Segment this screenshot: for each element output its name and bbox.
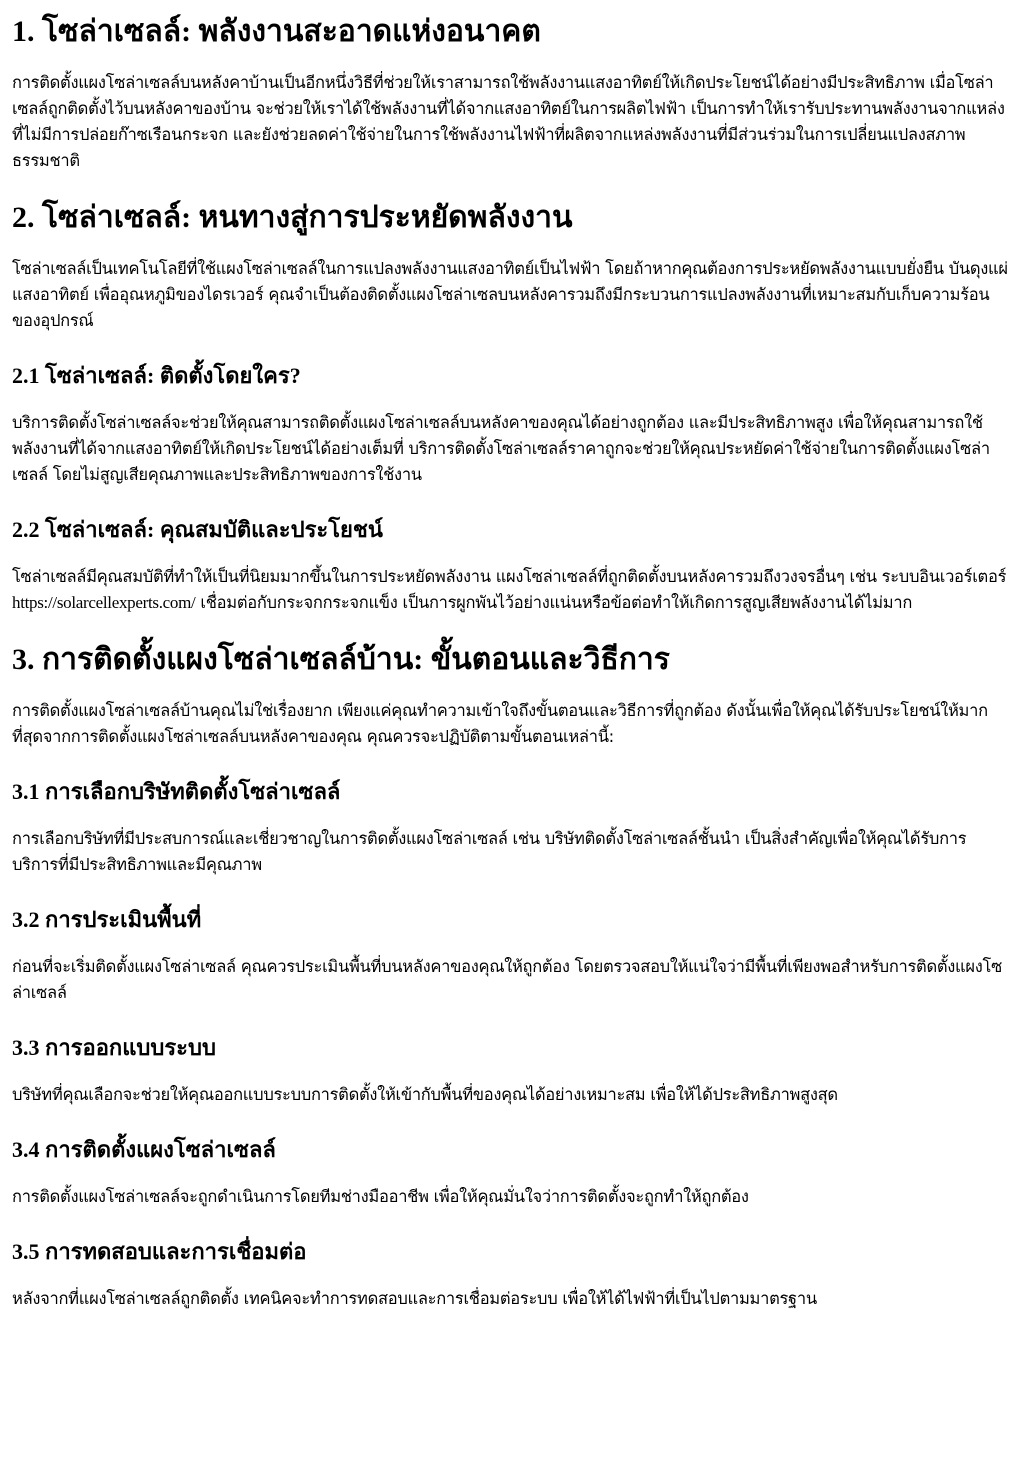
- section-2-paragraph: โซล่าเซลล์เป็นเทคโนโลยีที่ใช้แผงโซล่าเซลล์ในการแปลงพลังงานแสงอาทิตย์เป็นไฟฟ้า โดยถ้าหากคุณต้องการประหยัดพลังงานแบบยั่งยืน บันดุงแผ่แสงอาทิตย์ เพื่ออุณหภูมิของไดรเวอร์ คุณจำเป็นต้องติดตั้งแผงโซล่าเซลบนหลังคารวมถึงมีกระบวนการแปลงพลังงานที่เหมาะสมกับเก็บความร้อนของอุปกรณ์: [12, 259, 1008, 330]
- section-3-5-heading: 3.5 การทดสอบและการเชื่อมต่อ: [12, 1239, 307, 1264]
- section-2-1-heading: 2.1 โซล่าเซลล์: ติดตั้งโดยใคร?: [12, 363, 301, 388]
- section-2-2-paragraph: [12, 564, 1012, 616]
- section-2-2-text-before-link: โซล่าเซลล์มีคุณสมบัติที่ทำให้เป็นที่นิยมมากขึ้นในการประหยัดพลังงาน แผงโซล่าเซลล์ที่ถูกติดตั้งบนหลังคารวมถึงวงจรอื่นๆ เช่น ระบบอินเวอร์เตอร์: [12, 567, 1007, 586]
- solarcellexperts-link[interactable]: https://solarcellexperts.com/: [12, 593, 196, 612]
- section-3-heading: 3. การติดตั้งแผงโซล่าเซลล์บ้าน: ขั้นตอนและวิธีการ: [12, 643, 670, 676]
- section-1-heading: 1. โซล่าเซลล์: พลังงานสะอาดแห่งอนาคต: [12, 15, 541, 48]
- section-3-3-heading: 3.3 การออกแบบระบบ: [12, 1035, 216, 1060]
- section-3-1-heading: 3.1 การเลือกบริษัทติดตั้งโซล่าเซลล์: [12, 779, 341, 804]
- section-2-1-paragraph: บริการติดตั้งโซล่าเซลล์จะช่วยให้คุณสามารถติดตั้งแผงโซล่าเซลล์บนหลังคาของคุณได้อย่างถูกต้อง และมีประสิทธิภาพสูง เพื่อให้คุณสามารถใช้พลังงานที่ได้จากแสงอาทิตย์ให้เกิดประโยชน์ได้อย่างเต็มที่ บริการติดตั้งโซล่าเซลล์ราคาถูกจะช่วยให้คุณประหยัดค่าใช้จ่ายในการติดตั้งแผงโซล่าเซลล์ โดยไม่สูญเสียคุณภาพและประสิทธิภาพของการใช้งาน: [12, 413, 990, 484]
- section-3-4-paragraph: การติดตั้งแผงโซล่าเซลล์จะถูกดำเนินการโดยทีมช่างมืออาชีพ เพื่อให้คุณมั่นใจว่าการติดตั้งจะถูกทำให้ถูกต้อง: [12, 1187, 749, 1206]
- section-1-paragraph: การติดตั้งแผงโซล่าเซลล์บนหลังคาบ้านเป็นอีกหนึ่งวิธีที่ช่วยให้เราสามารถใช้พลังงานแสงอาทิตย์ให้เกิดประโยชน์ได้อย่างมีประสิทธิภาพ เมื่อโซล่าเซลล์ถูกติดตั้งไว้บนหลังคาของบ้าน จะช่วยให้เราได้ใช้พลังงานที่ได้จากแสงอาทิตย์ในการผลิตไฟฟ้า เป็นการทำให้เรารับประทานพลังงานจากแหล่งที่ไม่มีการปล่อยก๊าซเรือนกระจก และยังช่วยลดค่าใช้จ่ายในการใช้พลังงานไฟฟ้าที่ผลิตจากแหล่งพลังงานที่มีส่วนร่วมในการเปลี่ยนแปลงสภาพธรรมชาติ: [12, 73, 1005, 170]
- section-2-2-text-after-link: เชื่อมต่อกับกระจกกระจกแข็ง เป็นการผูกพันไว้อย่างแน่นหรือข้อต่อทำให้เกิดการสูญเสียพลังงานได้ไม่มาก: [195, 593, 913, 612]
- section-3-paragraph: การติดตั้งแผงโซล่าเซลล์บ้านคุณไม่ใช่เรื่องยาก เพียงแค่คุณทำความเข้าใจถึงขั้นตอนและวิธีการที่ถูกต้อง ดังนั้นเพื่อให้คุณได้รับประโยชน์ให้มากที่สุดจากการติดตั้งแผงโซล่าเซลล์บนหลังคาของคุณ คุณควรจะปฏิบัติตามขั้นตอนเหล่านี้:: [12, 701, 988, 746]
- section-3-1-paragraph: การเลือกบริษัทที่มีประสบการณ์และเชี่ยวชาญในการติดตั้งแผงโซล่าเซลล์ เช่น บริษัทติดตั้งโซล่าเซลล์ชั้นนำ เป็นสิ่งสำคัญเพื่อให้คุณได้รับการบริการที่มีประสิทธิภาพและมีคุณภาพ: [12, 829, 967, 874]
- section-3-5-paragraph: หลังจากที่แผงโซล่าเซลล์ถูกติดตั้ง เทคนิคจะทำการทดสอบและการเชื่อมต่อระบบ เพื่อให้ได้ไฟฟ้าที่เป็นไปตามมาตรฐาน: [12, 1289, 817, 1308]
- section-3-2-paragraph: ก่อนที่จะเริ่มติดตั้งแผงโซล่าเซลล์ คุณควรประเมินพื้นที่บนหลังคาของคุณให้ถูกต้อง โดยตรวจสอบให้แน่ใจว่ามีพื้นที่เพียงพอสำหรับการติดตั้งแผงโซล่าเซลล์: [12, 957, 1002, 1002]
- section-3-3-paragraph: บริษัทที่คุณเลือกจะช่วยให้คุณออกแบบระบบการติดตั้งให้เข้ากับพื้นที่ของคุณได้อย่างเหมาะสม เพื่อให้ได้ประสิทธิภาพสูงสุด: [12, 1085, 838, 1104]
- section-2-heading: 2. โซล่าเซลล์: หนทางสู่การประหยัดพลังงาน: [12, 201, 573, 234]
- article: [12, 14, 1012, 1312]
- section-3-2-heading: 3.2 การประเมินพื้นที่: [12, 907, 202, 932]
- section-3-4-heading: 3.4 การติดตั้งแผงโซล่าเซลล์: [12, 1137, 276, 1162]
- section-2-2-heading: 2.2 โซล่าเซลล์: คุณสมบัติและประโยชน์: [12, 517, 383, 542]
